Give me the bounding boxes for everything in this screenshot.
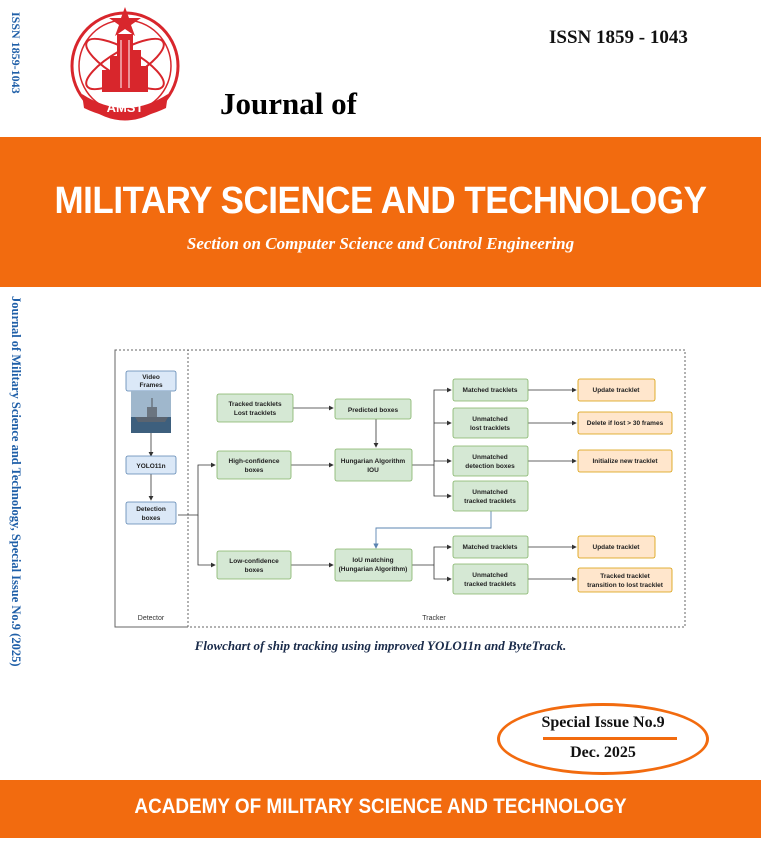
unmatched-tracked-2-line1: Unmatched [472,572,508,579]
transition-line1: Tracked tracklet [600,573,650,580]
journal-title: MILITARY SCIENCE AND TECHNOLOGY [54,180,707,222]
tracker-label: Tracker [422,615,446,622]
figure-caption: Flowchart of ship tracking using improved YOLO11n and ByteTrack. [194,638,567,653]
detector-label: Detector [137,615,165,622]
academy-name: ACADEMY OF MILITARY SCIENCE AND TECHNOLOGY [134,795,627,818]
init-new-label: Initialize new tracklet [592,458,658,465]
high-confidence-line1: High-confidence [228,458,280,465]
unmatched-detection-line1: Unmatched [472,454,508,461]
iou-matching-line1: IoU matching [352,557,394,564]
section-subtitle: Section on Computer Science and Control Engineering [186,234,575,253]
update-tracklet-label-1: Update tracklet [592,387,640,394]
issue-date: Dec. 2025 [570,744,636,761]
unmatched-tracked-1-line2: tracked tracklets [464,498,516,505]
matched-tracklets-label-1: Matched tracklets [462,387,518,394]
unmatched-lost-line2: lost tracklets [469,425,511,432]
low-confidence-line1: Low-confidence [229,558,279,565]
unmatched-detection-line2: detection boxes [465,463,515,470]
amst-logo [66,4,184,122]
tracked-lost-line1: Tracked tracklets [228,401,282,408]
tracking-flowchart [114,349,686,629]
iou-matching-line2: (Hungarian Algorithm) [338,566,408,573]
unmatched-tracked-box-2 [453,564,528,594]
tracked-lost-line2: Lost tracklets [233,410,277,417]
hungarian-iou-box [335,449,412,481]
delete-lost-label: Delete if lost > 30 frames [586,420,664,427]
unmatched-tracked-2-line2: tracked tracklets [464,581,516,588]
video-frames-line1: Video [142,374,160,381]
detection-boxes-line1: Detection [136,506,166,513]
predicted-boxes-label: Predicted boxes [347,407,399,414]
matched-tracklets-label-2: Matched tracklets [462,544,518,551]
ship-photo [131,391,171,433]
issue-divider [543,737,677,740]
yolo-label: YOLO11n [136,463,166,470]
high-confidence-box [217,451,291,479]
logo-text: AMST [106,100,144,115]
update-tracklet-label-2: Update tracklet [592,544,640,551]
special-issue: Special Issue No.9 [541,714,665,731]
journal-of-heading: Journal of [220,86,357,121]
spine-issn: ISSN 1859-1043 [9,12,23,94]
video-frames-line2: Frames [139,382,163,389]
spine-journal-title: Journal of Military Science and Technology, Special Issue No.9 (2025) [9,296,23,667]
low-confidence-box [217,551,291,579]
high-confidence-line2: boxes [244,467,264,474]
unmatched-tracked-1-line1: Unmatched [472,489,508,496]
detection-boxes-line2: boxes [141,515,161,522]
transition-line2: transition to lost tracklet [587,582,663,589]
hungarian-iou-line1: Hungarian Algorithm [340,458,406,465]
tracked-lost-box [217,394,293,422]
low-confidence-line2: boxes [244,567,264,574]
hungarian-iou-line2: IOU [367,467,379,474]
unmatched-detection-box [453,446,528,476]
iou-matching-box [335,549,412,581]
unmatched-lost-line1: Unmatched [472,416,508,423]
issn-number: ISSN 1859 - 1043 [549,27,688,48]
unmatched-tracked-box-1 [453,481,528,511]
unmatched-lost-box [453,408,528,438]
